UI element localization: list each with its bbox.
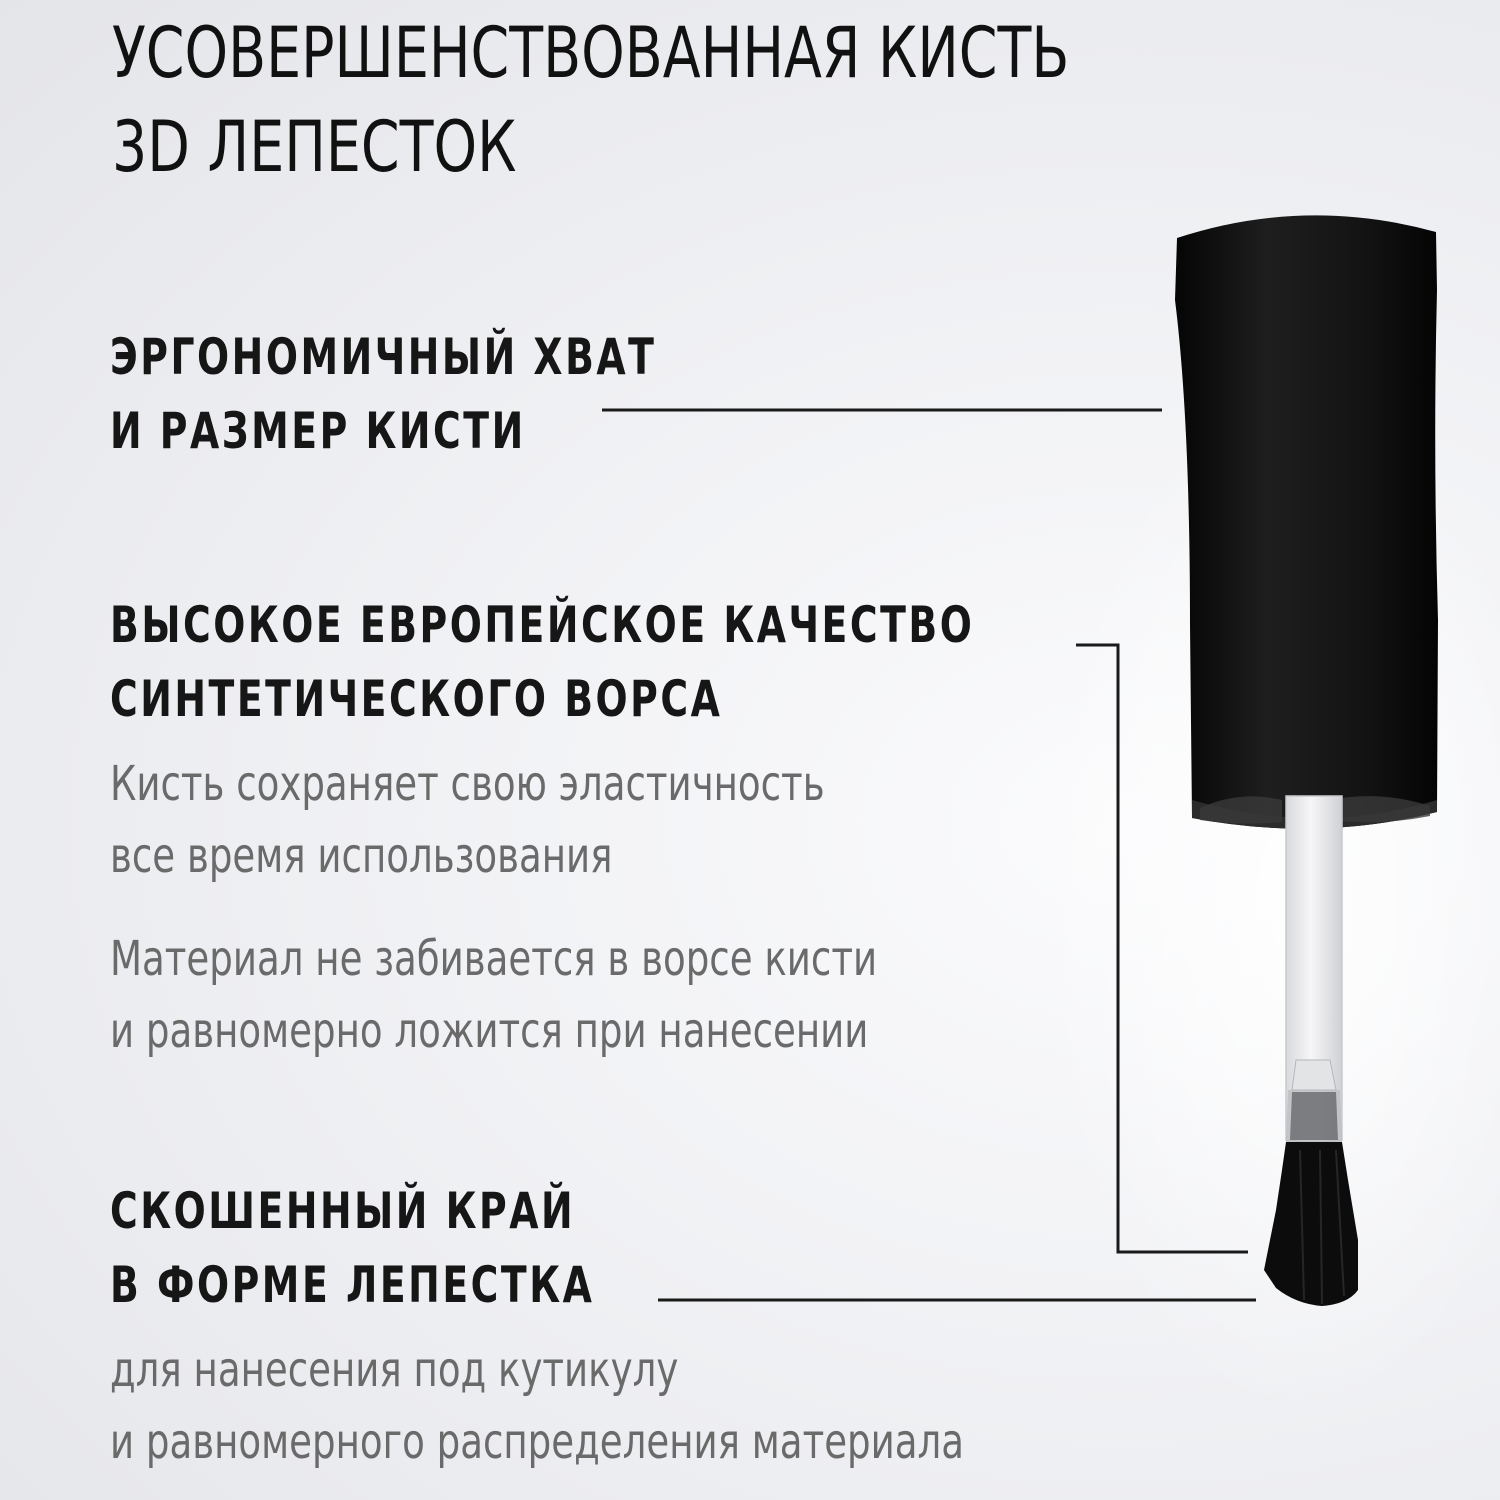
feature-description-line: и равномерного распределения материала <box>110 1414 965 1470</box>
feature-heading-line-1: ЭРГОНОМИЧНЫЙ ХВАТ <box>110 328 657 386</box>
page-title-line-2: 3D ЛЕПЕСТОК <box>112 106 517 188</box>
feature-description-line: все время использования <box>110 828 613 884</box>
feature-description-line: для нанесения под кутикулу <box>110 1342 679 1398</box>
feature-description-line: Материал не забивается в ворсе кисти <box>110 931 878 987</box>
feature-description-line: и равномерно ложится при нанесении <box>110 1003 869 1059</box>
brush-stem-icon <box>1286 796 1342 1142</box>
feature-heading-line-2: СИНТЕТИЧЕСКОГО ВОРСА <box>110 670 723 728</box>
feature-heading-line-1: ВЫСОКОЕ ЕВРОПЕЙСКОЕ КАЧЕСТВО <box>110 596 975 654</box>
feature-heading-line-2: В ФОРМЕ ЛЕПЕСТКА <box>110 1256 595 1314</box>
feature-description-line: Кисть сохраняет свою эластичность <box>110 756 825 812</box>
page-title-line-1: УСОВЕРШЕНСТВОВАННАЯ КИСТЬ <box>112 12 1070 94</box>
feature-heading-line-1: СКОШЕННЫЙ КРАЙ <box>110 1182 576 1240</box>
feature-heading-line-2: И РАЗМЕР КИСТИ <box>110 402 526 460</box>
brush-cap-icon <box>1175 215 1438 828</box>
